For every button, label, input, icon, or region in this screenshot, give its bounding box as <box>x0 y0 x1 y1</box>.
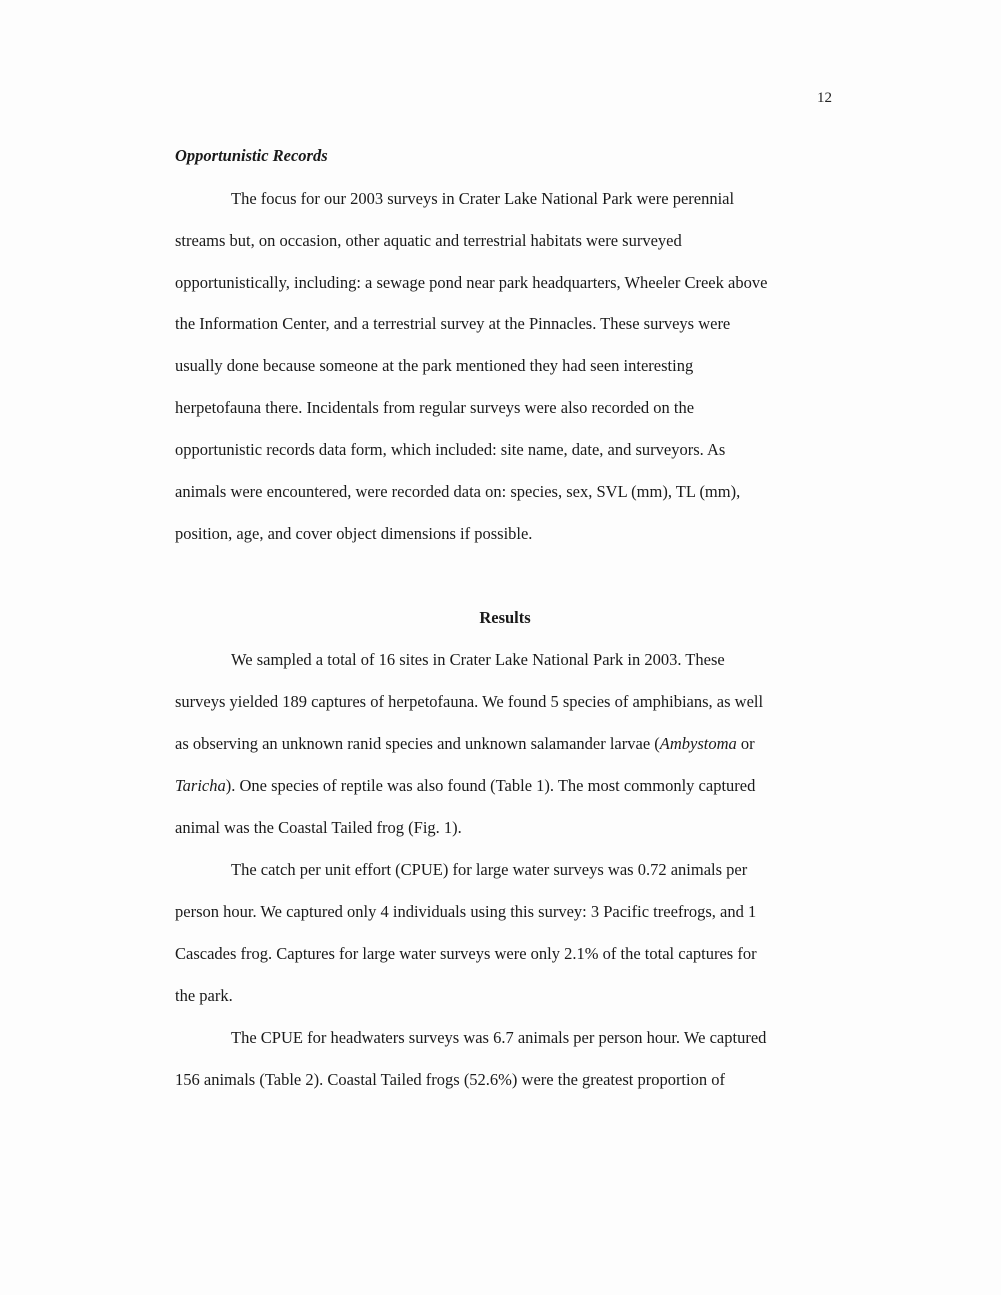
text-line: herpetofauna there. Incidentals from regular surveys were also recorded on the <box>175 398 695 417</box>
genus-name-taricha: Taricha <box>175 776 226 795</box>
genus-name-ambystoma: Ambystoma <box>659 734 737 753</box>
page-number: 12 <box>817 90 832 106</box>
text-line: Cascades frog. Captures for large water surveys were only 2.1% of the total captures for <box>175 944 757 963</box>
text-run: ). One species of reptile was also found (Table 1). The most commonly captured <box>225 776 756 795</box>
text-line: position, age, and cover object dimensions if possible. <box>175 524 533 543</box>
text-line: The catch per unit effort (CPUE) for large water surveys was 0.72 animals per <box>231 860 748 879</box>
text-line: We sampled a total of 16 sites in Crater Lake National Park in 2003. These <box>231 650 725 669</box>
text-line: surveys yielded 189 captures of herpetofauna. We found 5 species of amphibians, as well <box>175 692 764 711</box>
text-line: The focus for our 2003 surveys in Crater Lake National Park were perennial <box>231 189 735 208</box>
text-line: The CPUE for headwaters surveys was 6.7 animals per person hour. We captured <box>231 1028 767 1047</box>
text-line: usually done because someone at the park mentioned they had seen interesting <box>175 356 694 375</box>
text-line: person hour. We captured only 4 individuals using this survey: 3 Pacific treefrogs, and 1 <box>175 902 757 921</box>
section-heading-results: Results <box>479 608 531 627</box>
text-line <box>175 734 755 754</box>
text-line: the park. <box>175 986 233 1005</box>
text-run: or <box>736 734 755 753</box>
text-line: streams but, on occasion, other aquatic and terrestrial habitats were surveyed <box>175 231 682 250</box>
text-run: as observing an unknown ranid species and unknown salamander larvae ( <box>175 734 660 753</box>
text-line: animals were encountered, were recorded data on: species, sex, SVL (mm), TL (mm), <box>175 482 741 501</box>
text-line <box>175 776 755 796</box>
text-line: opportunistically, including: a sewage pond near park headquarters, Wheeler Creek above <box>175 273 768 292</box>
text-line: opportunistic records data form, which included: site name, date, and surveyors. As <box>175 440 726 459</box>
text-line: 156 animals (Table 2). Coastal Tailed frogs (52.6%) were the greatest proportion of <box>175 1070 725 1089</box>
text-line: the Information Center, and a terrestrial survey at the Pinnacles. These surveys were <box>175 314 731 333</box>
text-line: animal was the Coastal Tailed frog (Fig. 1). <box>175 818 462 837</box>
section-heading-opportunistic-records: Opportunistic Records <box>175 146 328 165</box>
